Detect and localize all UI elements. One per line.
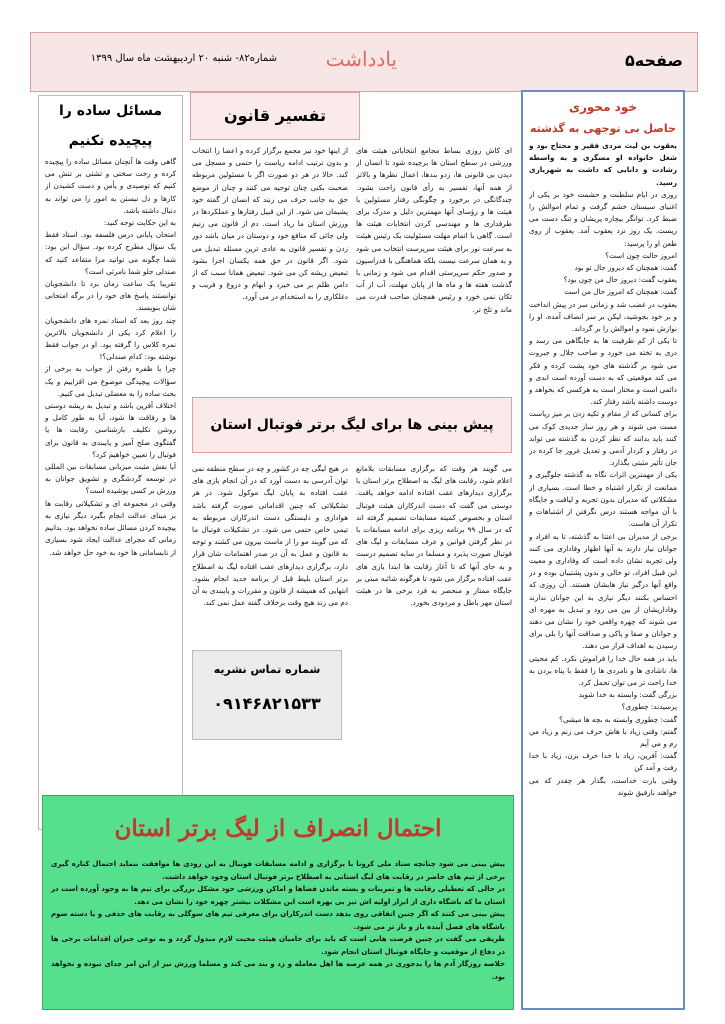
page-header	[30, 32, 698, 92]
paragraph: گفت: چطوری وابسته به بچه ها میشی؟	[559, 714, 677, 724]
paragraph: اختلاف آفرین باشد و تبدیل به ریشه دوستی ها و رفاقت ها شود، آیا به طور کامل و روشن تکلیف بازشناسی رقابت ها یا گفتگوی صلح آمیز و پایبندی به قانون برای فوتبال را تعیین خواهیم کرد؟	[45, 401, 176, 459]
news-body	[51, 858, 505, 983]
paragraph: برخی از مدیران بی اعتنا به گذشته، تا به افراد و جوانان نیاز دارند به آنها اظهار وفاداری می کنند ولی تجربه نشان داده است که وفاداری و معیت این قبیل افراد، تو خالی و بدون پشتیبان بوده و در واقع آنها درگیر نیاز هایشان هستند. آن روزی که احساس بکنند دیگر نیازی به این جوانان ندارند وفاداریشان از بین می رود و تبدیل به مهره ای می شوند که چهره واقعی خود را نشان می دهند و جوانان و صفا و پاکی و صداقت آنها را بلی برای رسیدن به اهداف قرار می دهند.	[529, 531, 677, 651]
paragraph: وقتی بارت خداست، بگذار هر چقدر که می خواهند نارفیق شوند	[529, 775, 677, 797]
paragraph: چرا با ظفره رفتن از جواب به برخی از سؤالات پیچیدگی موضوع می افزاییم و یک بحث ساده را به معضلی تبدیل می کنیم.	[45, 364, 176, 398]
text-column: می گویند هر وقت که برگزاری مسابقات بلامانع اعلام شود، رقابت های لیگ به اصطلاح برتر استان با برگزاری دیدارهای عقب افتاده ادامه خواهد یافت. دوستی می گفت که دست اندرکاران هیئت فوتبال استان و بخصوص کمیته مسابقات تصمیم گرفته اند که در سال ۹۹ برنامه ریزی برای ادامه مسابقات با در نظر گرفتن قوانین و عرف مسابقات و لیگ های فوتبال صورت پذیرد و مسلما در سایه تصمیم درست و به جای آنها که تا آغاز رقابت ها ابتدا بازی های عقب افتاده برگزار می شود تا هرگونه شائبه مبنی بر جایگاه ممتاز و منحصر به فرد برخی ها در هیئت استان مهر باطل و مردودی بخورد.	[356, 464, 512, 608]
headline: احتمال انصراف از لیگ برتر استان	[114, 815, 442, 842]
paragraph: پیش بینی می کنند که اگر چنین اتفاقی روی بدهد دست اندرکاران برای معرفی تیم های سوگلی به رقابت های حذفی و یا دسته سوم باشگاه های فصل آینده باز و باز تر می شود.	[51, 910, 505, 931]
paragraph: گفت: آفرین، زیاد با خدا حرف بزن، زیاد با خدا رفت و آمد کن	[529, 751, 677, 773]
paragraph: روزی در ایام سلطنت و حشمت خود بر یکی از اغنیای سیستان خشم گرفت و تمام اموالش را ضبط کرد. توانگر بیچاره پریشان و تنگ دست می زیست. یک روز نزد یعقوب آمد. یعقوب از روی طعن او را پرسید:	[529, 189, 677, 248]
contact-box	[192, 650, 342, 740]
article-title: خود محوری	[568, 100, 637, 114]
article-title: پیچیده نکنیم	[68, 133, 153, 149]
article-subtitle: حاصل بی توجهی به گذشته	[530, 122, 676, 135]
paragraph: پرسیدند: چطوری؟	[621, 702, 677, 712]
paragraph: برای کسانی که از مقام و تکیه زدن بر میز ریاست مست می شوند و هر روز ساز جدیدی کوک می کنند باید بدانند که نظر کردن به گذشته می تواند در رفتار و کردار آدمی و تعدیل غرور جا کرده در جان تأثیر مثبتی بگذارد.	[529, 409, 677, 468]
article-title: مسائل ساده را	[58, 103, 162, 119]
paragraph: امروز حالت چون است؟	[605, 250, 677, 260]
paragraph: یعقوب در غضب شد و زمانی سر در پیش انداخت و بر خود بجوشید، لیکن بر سر انصاف آمده، او را نوازش نمود و اموالش را بر گرداند.	[529, 299, 677, 334]
text-column: از اینها خود نیز مجمع برگزار کرده و اعضا را انتخاب و بدون ترتیب ادامه ریاست را حتمی و مسجل می کند. حالا در هر دو صورت اگر با مسئولین مربوطه صحبت بکنی چنان توجیه می کنند و چنان از موضع حق به جانب حرف می زنند که انسان از گفته خود پشیمان می شود. از این قبیل رفتارها و عملکردها در ورزش استان ما زیاد است. دم از قانون می زنیم ولی جائی که منافع خود و دوستان در میان باشد دور زدن و تفسیر قانون به عادی ترین مسئله تبدیل می شود. اگر قانون در حق همه یکسان اجرا بشود تبعیض ریشه کن می شود. تبعیض همانا سبب که از دامن ظلم بر می خیزد و ابهام و دروغ و فریب و دغلکاری را به استخدام در می آورد.	[192, 146, 348, 302]
paragraph: امتحان پایانی درس فلسفه بود. استاد فقط یک سؤال مطرح کرده بود. سؤال این بود: شما چگونه می توانید مرا متقاعد کنید که صندلی جلو شما نامرئی است؟	[45, 230, 176, 276]
text-column: در هیچ لیگی چه در کشور و چه در سطح منطقه نمی توان آدرسی به دست آورد که در آن انجام بازی های عقب افتاده به پایان لیگ موکول شود. در هر تشکیلاتی که چنین اقداماتی صورت گرفته باشد هواداری و دلبستگی دست اندرکاران مربوطه به تیمی خاص حتمی می شود. در تشکیلات فوتبال ما که می گویند مو را از ماست بیرون می کشند و توجه به قانون و عمل به آن در صدر اهتمامات شان قرار دارد، برگزاری دیدارهای عقب افتاده لیگ به اصطلاح برتر استان بلیط قبل از برنامه جدید انجام بشود. انتهایی که همیشه از قانون و مقررات و پایبندی به آن دم می زند هیچ وقت برخلاف گفته عمل نمی کند.	[192, 464, 348, 608]
paragraph: یکی از مهمترین اثرات نگاه به گذشته جلوگیری و ممانعت از تکرار اشتباه و خطا است. بسیاری از مشکلاتی که مدیران بدون تجربه و لیاقت و جایگاه با آن مواجه هستند درس نگرفتن از اشتباهات و تکرار آن هاست.	[529, 470, 677, 529]
paragraph: خلاصه روزگار آدم ها را بدجوری در همه عرصه ها اهل معامله و زد و بند می کند و مسلما ورزش نیز از این امر جدای نبوده و نخواهد بود.	[51, 960, 505, 981]
paragraph: آیا نقش مثبت میزبانی مسابقات بین المللی در توسعه گردشگری و تشویق جوانان به ورزش بر کسی پوشیده است؟	[45, 462, 176, 496]
article-simple-issues	[38, 95, 183, 830]
contact-title: شماره تماس نشریه	[213, 663, 321, 676]
article-title-box	[190, 92, 360, 140]
paragraph: وقتی در مجموعه ای و تشکیلاتی رقابت ها بر مبنای عدالت انجام بگیرد دیگر نیازی به پیچیده کردن مسائل ساده نخواهد بود. بدانیم زمانی که مجرای عدالت ایجاد شود بسیاری از نابسامانی ها خود به خود حل خواهد شد.	[45, 498, 176, 557]
paragraph: تقریبا یک ساعت زمان برد تا دانشجویان توانستند پاسخ های خود را در برگه امتحانی شان بنویسند.	[45, 279, 176, 313]
paragraph: گفت: همچنان که امروز حال من است	[564, 287, 677, 297]
paragraph: در حالی که تعطیلی رقابت ها و تمرینات و بسته ماندن فضاها و اماکن ورزشی خود مشکل بزرگی برای تیم ها به وجود آورده است در استان ما که باشگاه داری از ابزار اولیه اش نیز بی بهره است این مشکلات بیشتر چهره خود را نشان می دهد.	[51, 885, 505, 906]
article-title: تفسیر قانون	[223, 106, 327, 125]
contact-number: ۰۹۱۴۶۸۲۱۵۳۳	[213, 694, 321, 713]
news-box-withdrawal	[42, 795, 514, 1010]
page-number: صفحه۵	[625, 51, 683, 70]
paragraph: بزرگی گفت: وابسته به خدا شوید	[578, 690, 677, 700]
article-tafsir-body	[192, 145, 512, 395]
paragraph: ظریفی می گفت در چنین فرصت هایی است که باید برای حامیان هیئت محبت لازم مبذول گردد و به نوعی جبران اقدامات برخی ها در دفاع از موقعیت و جایگاه فوتبال استان انجام شود.	[51, 935, 505, 956]
article-self-centeredness	[521, 90, 685, 1010]
paragraph: گاهی وقت ها آنچنان مسائل ساده را پیچیده کرده و رخت سختی و تشتی بر تنش می کنیم که توصیدی و یأس و دست کشیدن از کارها و دل نبستن به امور را می تواند به دنبال داشته باشد.	[45, 157, 176, 215]
paragraph: تا یکی از کم ظرفیت ها به جایگاهی می رسد و دری به تخته می خورد و صاحب جلال و جبروت می شود بر گذشته های خود پشت کرده و فکر می کند موقعیتی که به دست آورده است ابدی و دائمی است و مختار است به هرکسی که بخواهد و دوست داشته باشد رفتار کند.	[529, 336, 677, 407]
article-body	[529, 189, 677, 969]
text-column: ای کاش روزی بساط مجامع انتخاباتی هیئت های ورزشی در سطح استان ها برچیده شود تا انسان از دیدن بی قانونی ها، زدو بندها، اعمال نظرها و بالاتر از همه آنها، تفسیر به رأی قانون راحت بشود. چندگانگی در برخورد و چگونگی رفتار مسئولین با هیئت ها و رؤسای آنها مهمترین دلیل و مدرک برای طرفداری ها و مهندسی کردن انتخابات هیئت ها است. گاهی با اتمام مهلت مسئولیت یک رئیس هیئت به سرعت نور برای هیئت سرپرست انتخاب می شود و به همان سرعت نیست بلکه هماهنگی با فدراسیون و صدور حکم سرپرستی اقدام می شود و زمانی با گذشت هفته ها و ماه ها از پایان مهلت، آب از آب تکان نمی خورد و رئیس همچنان صاحب قدرت می ماند و تلخ تر.	[356, 146, 512, 314]
paragraph: گفتم: وقتی زیاد با هاش حرف می زنم و زیاد مي رم و مي آيم	[529, 726, 677, 748]
paragraph: پیش بینی می شود چنانچه ستاد ملی کرونا با برگزاری و ادامه مسابقات فوتبال به این زودی ها موافقت ننماید احتمال کناره گیری برخی از تیم های حاضر در رقابت های لیگ استانی به اصطلاح برتر فوتبال استان وجود خواهد داشت.	[51, 860, 505, 881]
paragraph: باید در همه حال خدا را فراموش نکرد. کم محبتی ها، ناشادی ها و نامردی ها را فقط با پناه بردن به خدا راحت تر می توان تحمل کرد.	[529, 653, 677, 687]
article-title: پیش بینی ها برای لیگ برتر فوتبال استان	[210, 417, 494, 433]
article-body	[39, 156, 182, 559]
section-title: یادداشت	[325, 47, 397, 71]
paragraph: گفت: همچنان که دیروز حال تو بود	[574, 263, 677, 273]
issue-info: شماره۸۲- شنبه ۲۰ اردیبهشت ماه سال ۱۳۹۹	[90, 53, 277, 64]
paragraph: یعقوب گفت: دیروز حال من چون بود؟	[563, 275, 677, 285]
article-title-box	[192, 397, 512, 453]
paragraph: چند روز بعد که استاد نمره های دانشجویان را اعلام کرد یکی از دانشجویان بالاترین نمره کلاس را گرفته بود. او در جواب فقط نوشته بود: کدام صندلی؟!	[45, 315, 176, 362]
article-lead: یعقوب بن لیث مردی فقیر و محتاج بود و شغل خانواده او مسگری و به واسطه رشادت و دانایی که داشت به شهریاری رسید.	[529, 141, 677, 187]
paragraph: به این حکایت توجه کنید:	[103, 218, 176, 228]
